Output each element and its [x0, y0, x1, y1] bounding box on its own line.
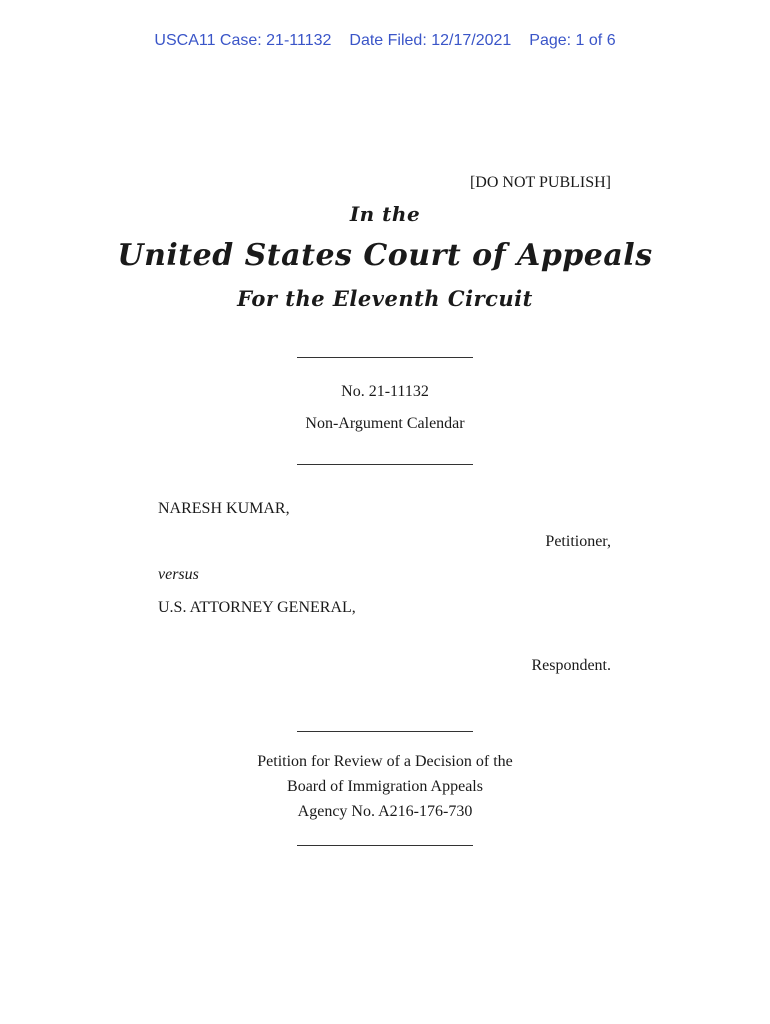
review-line-2: Board of Immigration Appeals [287, 778, 483, 795]
in-the-heading: In the [349, 202, 421, 226]
divider-rule [297, 731, 473, 732]
case-number: No. 21-11132 [341, 383, 429, 400]
court-name-heading: United States Court of Appeals [117, 238, 653, 273]
petitioner-name: NARESH KUMAR, [158, 500, 290, 517]
petitioner-role: Petitioner, [545, 533, 611, 550]
review-line-1: Petition for Review of a Decision of the [257, 753, 513, 770]
filing-stamp [0, 32, 770, 50]
divider-rule [297, 464, 473, 465]
divider-rule [297, 357, 473, 358]
respondent-role: Respondent. [531, 657, 611, 674]
publish-note: [DO NOT PUBLISH] [469, 174, 611, 191]
divider-rule [297, 845, 473, 846]
stamp-page: Page: 1 of 6 [529, 32, 616, 49]
calendar-type: Non-Argument Calendar [305, 415, 465, 432]
versus-label: versus [158, 566, 199, 583]
agency-number: Agency No. A216-176-730 [297, 803, 473, 820]
respondent-name: U.S. ATTORNEY GENERAL, [158, 599, 356, 616]
circuit-heading: For the Eleventh Circuit [237, 286, 533, 311]
stamp-date-filed: Date Filed: 12/17/2021 [349, 32, 512, 49]
stamp-case: USCA11 Case: 21-11132 [154, 32, 332, 49]
